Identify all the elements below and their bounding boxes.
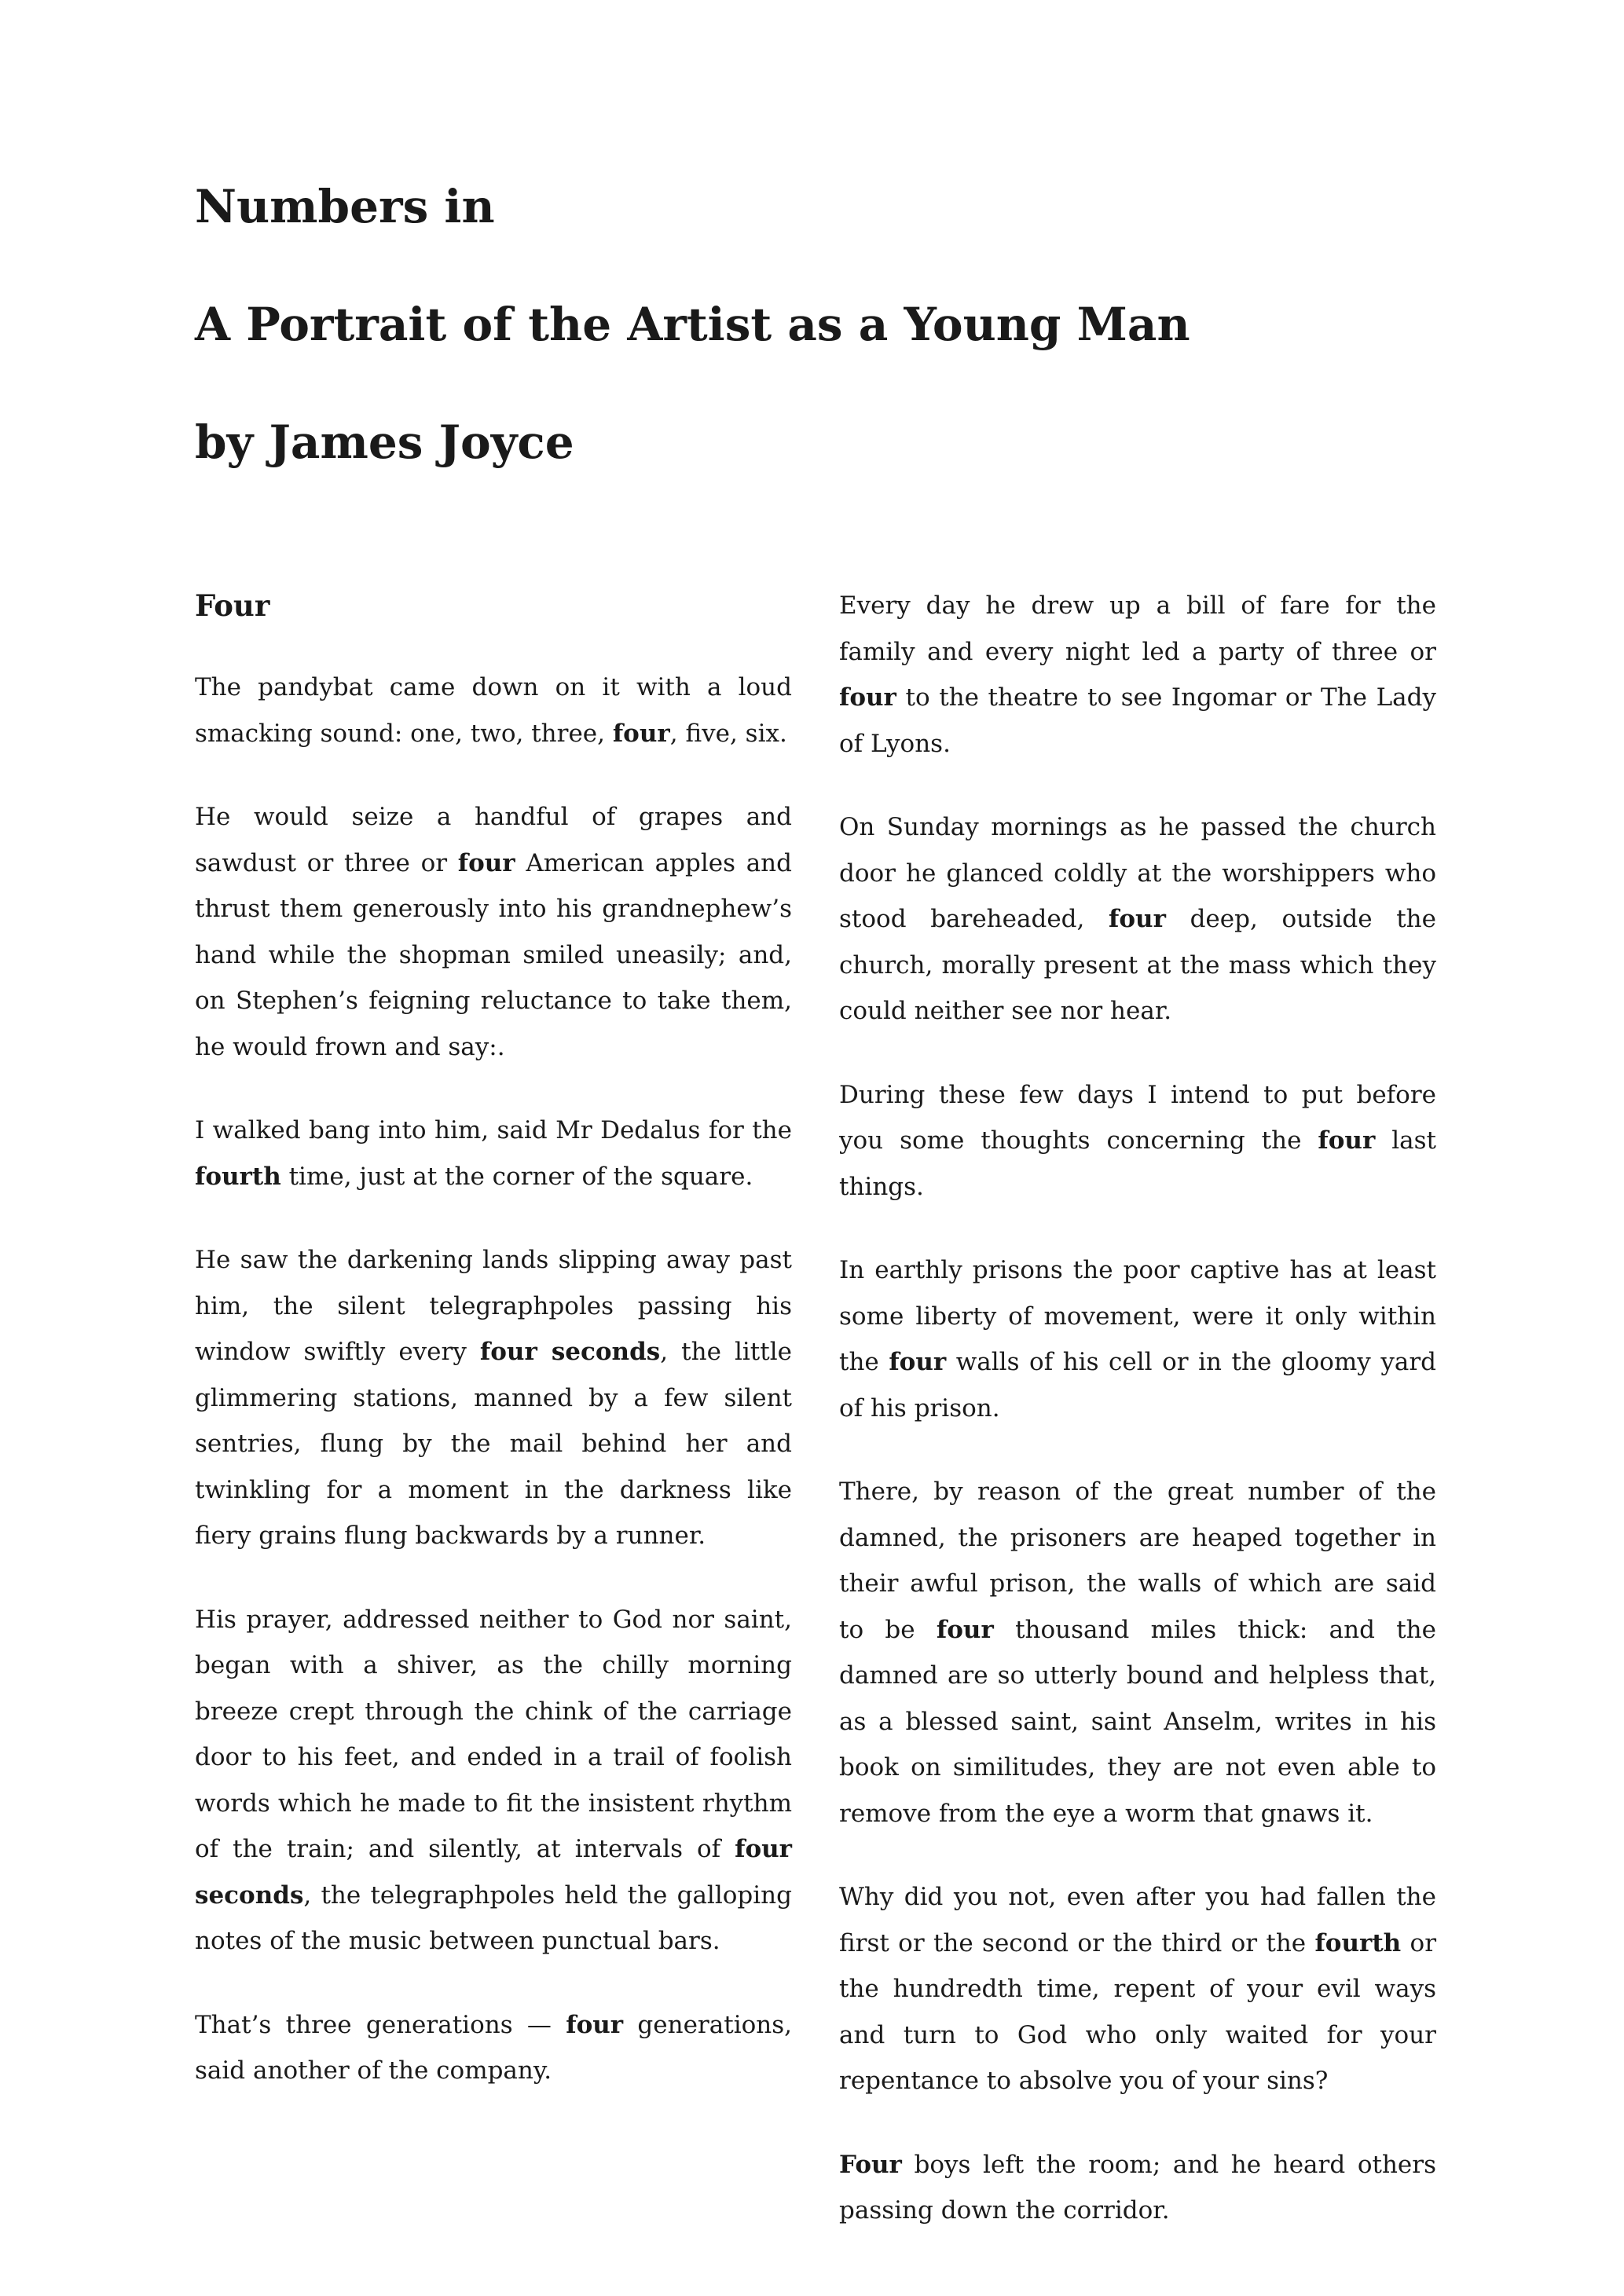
number-highlight: four — [566, 2010, 624, 2039]
quote-text: His prayer, addressed neither to God nor saint, began with a shiver, as the chilly morning breeze crept through the chink of the carriage door to his feet, and ended in a trail of foolish words which he made to fit the insistent rhythm of the train; and silently, at intervals of — [195, 1605, 792, 1863]
quote-text: On Sunday mornings as he passed the church door he glanced coldly at the worshippers who stood bareheaded, — [839, 813, 1436, 933]
section-heading: Four — [195, 588, 270, 623]
quote-text: Every day he drew up a bill of fare for the family and every night led a party of three or — [839, 591, 1436, 666]
number-highlight: fourth — [1314, 1928, 1402, 1957]
quote-text: He would seize a handful of grapes and sawdust or three or — [195, 803, 792, 877]
quote-text: In earthly prisons the poor captive has at least some liberty of movement, were it only within the — [839, 1256, 1436, 1376]
quote-paragraph — [839, 2142, 1436, 2234]
quote-paragraph — [195, 794, 792, 1070]
number-highlight: four — [936, 1615, 994, 1644]
quote-text: , five, six. — [669, 719, 787, 748]
number-highlight: four — [889, 1348, 947, 1376]
quote-paragraph — [195, 1237, 792, 1559]
quote-text: to the theatre to see Ingomar or The Lady of Lyons. — [839, 683, 1436, 758]
quote-paragraph — [195, 2002, 792, 2094]
quote-paragraph — [195, 1597, 792, 1965]
number-highlight: four seconds — [195, 1835, 792, 1910]
quote-paragraph — [195, 665, 792, 756]
number-highlight: four — [1109, 905, 1166, 933]
quote-text: time, just at the corner of the square. — [280, 1162, 753, 1191]
number-highlight: four seconds — [479, 1338, 661, 1366]
quote-text: There, by reason of the great number of the damned, the prisoners are heaped together in their awful prison, the walls of which are said to be — [839, 1478, 1436, 1644]
title-line-3: by James Joyce — [195, 416, 574, 469]
quote-text: I walked bang into him, said Mr Dedalus for the — [195, 1116, 792, 1144]
quote-paragraph — [839, 1874, 1436, 2104]
quote-text: That’s three generations — — [195, 2010, 566, 2039]
quote-text: American apples and thrust them generously into his grandnephew’s hand while the shopman smiled uneasily; and, on Stephen’s feigning reluctance to take them, he would frown and say:. — [195, 848, 792, 1061]
quote-paragraph — [839, 1247, 1436, 1431]
quote-text: He saw the darkening lands slipping away past him, the silent telegraphpoles passing his window swiftly every — [195, 1246, 792, 1366]
quote-paragraph — [839, 583, 1436, 767]
title-block — [195, 179, 1436, 470]
number-highlight: four — [839, 683, 896, 712]
quote-text: or the hundredth time, repent of your evil ways and turn to God who only waited for your repentance to absolve you of your sins? — [839, 1928, 1437, 2095]
number-highlight: four — [457, 848, 515, 877]
right-column — [839, 583, 1436, 2272]
quote-text: walls of his cell or in the gloomy yard of his prison. — [839, 1348, 1437, 1423]
quote-paragraph — [839, 1469, 1436, 1836]
quote-text: Why did you not, even after you had fallen the first or the second or the third or the — [839, 1883, 1436, 1957]
title-line-1: Numbers in — [195, 180, 495, 233]
quote-text: boys left the room; and he heard others passing down the corridor. — [839, 2150, 1436, 2225]
quote-text: The pandybat came down on it with a loud smacking sound: one, two, three, — [195, 673, 792, 748]
quote-paragraph — [839, 804, 1436, 1034]
quote-text: During these few days I intend to put before you some thoughts concerning the — [839, 1080, 1436, 1155]
quote-paragraph — [839, 1072, 1436, 1210]
quote-text: deep, outside the church, morally present at the mass which they could neither see nor hear. — [839, 905, 1436, 1025]
quote-text: thousand miles thick: and the damned are so utterly bound and helpless that, as a blessed saint, saint Anselm, writes in his book on similitudes, they are not even able to remove from the eye a worm that gnaws it. — [839, 1615, 1436, 1828]
quote-paragraph — [195, 1108, 792, 1199]
number-highlight: four — [1318, 1126, 1376, 1155]
number-highlight: Four — [839, 2150, 902, 2179]
quote-text: , the telegraphpoles held the galloping notes of the music between punctual bars. — [195, 1880, 792, 1955]
quote-text: generations, said another of the company. — [195, 2010, 793, 2085]
title-line-2: A Portrait of the Artist as a Young Man — [195, 298, 1190, 351]
quote-text: , the little glimmering stations, manned by a few silent sentries, flung by the mail behind her and twinkling for a moment in the darkness like fiery grains flung backwards by a runner. — [195, 1338, 792, 1550]
number-highlight: fourth — [195, 1162, 281, 1191]
left-column — [195, 583, 792, 2132]
number-highlight: four — [612, 719, 670, 748]
quote-text: last things. — [839, 1126, 1436, 1201]
